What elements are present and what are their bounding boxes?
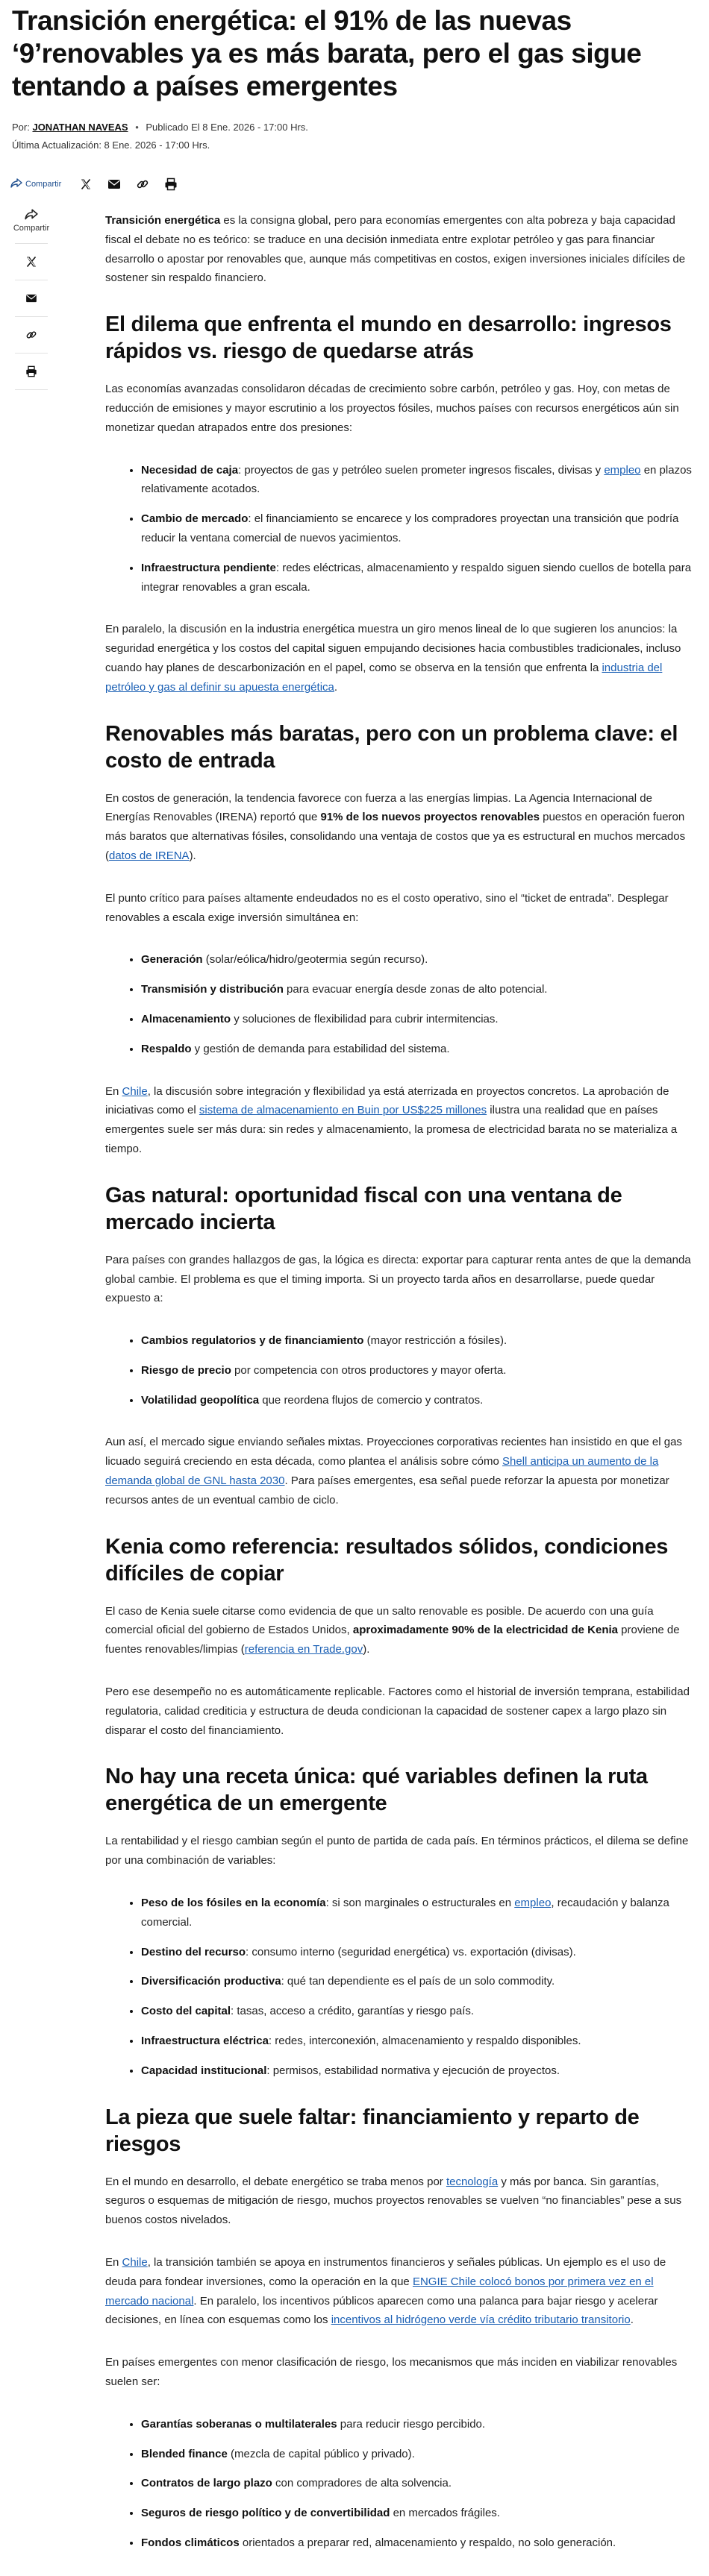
section-heading: No hay una receta única: qué variables definen la ruta energética de un emergente	[105, 1765, 648, 1816]
section-heading: Kenia como referencia: resultados sólidos, condiciones difíciles de copiar	[105, 1534, 669, 1586]
bullet-list	[105, 950, 697, 1058]
inline-link[interactable]: datos de IRENA	[109, 849, 190, 862]
inline-link[interactable]: Shell anticipa un aumento de la demanda global de GNL hasta 2030	[105, 1455, 659, 1488]
paragraph: El punto crítico para países altamente endeudados no es el costo operativo, sino el “ticket de entrada”. Desplegar renovables a escala exige inversión simultánea en:	[105, 891, 669, 924]
list-item: • Riesgo de precio por competencia con otros productores y mayor oferta.	[141, 1361, 697, 1380]
list-item: • Necesidad de caja: proyectos de gas y petróleo suelen prometer ingresos fiscales, divisas y empleo en plazos relativamente acotados.	[141, 461, 697, 500]
inline-link[interactable]: referencia en Trade.gov	[244, 1643, 363, 1656]
share-label: Compartir	[25, 180, 62, 189]
bullet-list	[105, 461, 697, 597]
paragraph: En países emergentes con menor clasificación de riesgo, los mecanismos que más inciden en viabilizar renovables suelen ser:	[105, 2356, 678, 2388]
inline-link[interactable]: Chile	[122, 2256, 148, 2269]
section-heading: Renovables más baratas, pero con un problema clave: el costo de entrada	[105, 721, 678, 773]
list-item: • Garantías soberanas o multilaterales para reducir riesgo percibido.	[141, 2415, 697, 2434]
paragraph: En el mundo en desarrollo, el debate energético se traba menos por tecnología y más por banca. Sin garantías, seguros o esquemas de mitigación de riesgo, muchos proyectos renovables se vuelven “no financiables” pese a sus buenos costos nivelados.	[105, 2175, 682, 2227]
separator-dot: •	[135, 122, 139, 133]
share-icon	[25, 209, 38, 221]
sticky-share-rail	[10, 209, 52, 390]
author-link[interactable]: JONATHAN NAVEAS	[32, 122, 128, 133]
inline-link[interactable]: tecnología	[446, 2175, 499, 2188]
inline-link[interactable]: incentivos al hidrógeno verde vía crédito tributario transitorio	[331, 2313, 631, 2327]
list-item: • Infraestructura pendiente: redes eléctricas, almacenamiento y respaldo siguen siendo cuellos de botella para integrar renovables a gran escala.	[141, 559, 697, 597]
list-item: • Volatilidad geopolítica que reordena flujos de comercio y contratos.	[141, 1391, 697, 1410]
list-item: • Blended finance (mezcla de capital público y privado).	[141, 2445, 697, 2464]
inline-link[interactable]: empleo	[604, 463, 641, 477]
mail-icon[interactable]	[106, 176, 122, 192]
inline-link[interactable]: Chile	[122, 1084, 148, 1098]
list-item: • Fondos climáticos orientados a preparar red, almacenamiento y respaldo, no solo generación.	[141, 2533, 697, 2553]
list-item: • Peso de los fósiles en la economía: si son marginales o estructurales en empleo, recaudación y balanza comercial.	[141, 1894, 697, 1932]
list-item: • Cambio de mercado: el financiamiento se encarece y los compradores proyectan una transición que podría reducir la ventana comercial de nuevos yacimientos.	[141, 509, 697, 548]
share-button[interactable]	[10, 178, 61, 191]
section-heading: El dilema que enfrenta el mundo en desarrollo: ingresos rápidos vs. riesgo de quedarse atrás	[105, 312, 672, 364]
list-item: • Cambios regulatorios y de financiamiento (mayor restricción a fósiles).	[141, 1331, 697, 1351]
updated-date: Última Actualización: 8 Ene. 2026 - 17:00 Hrs.	[12, 139, 210, 151]
inline-link[interactable]: industria del petróleo y gas al definir su apuesta energética	[105, 661, 663, 694]
list-item: • Capacidad institucional: permisos, estabilidad normativa y ejecución de proyectos.	[141, 2061, 697, 2081]
paragraph: En Chile, la discusión sobre integración y flexibilidad ya está aterrizada en proyectos concretos. La aprobación de iniciativas como el sistema de almacenamiento en Buin por US$225 millones ilustra una realidad que en países emergentes suele ser más dura: sin redes y almacenamiento, la promesa de electricidad barata no se materializa a tiempo.	[105, 1084, 678, 1155]
list-item: • Destino del recurso: consumo interno (seguridad energética) vs. exportación (divisas).	[141, 1943, 697, 1962]
list-item: • Infraestructura eléctrica: redes, interconexión, almacenamiento y respaldo disponibles.	[141, 2032, 697, 2051]
byline-label: Por:	[12, 122, 30, 133]
intro-lead: Transición energética	[105, 214, 221, 227]
inline-link[interactable]: ENGIE Chile colocó bonos por primera vez en el mercado nacional	[105, 2275, 654, 2308]
paragraph: Para países con grandes hallazgos de gas, la lógica es directa: exportar para capturar renta antes de que la demanda global cambie. El problema es que el timing importa. Si un proyecto tarda años en desarrollarse, puede quedar expuesto a:	[105, 1253, 691, 1305]
list-item: • Seguros de riesgo político y de convertibilidad en mercados frágiles.	[141, 2504, 697, 2523]
article-body	[105, 211, 697, 2576]
bullet-list	[105, 1331, 697, 1410]
x-icon[interactable]	[15, 244, 48, 280]
paragraph: El caso de Kenia suele citarse como evidencia de que un salto renovable es posible. De acuerdo con una guía comercial oficial del gobierno de Estados Unidos, aproximadamente 90% de la electricidad de Kenia proviene de fuentes renovables/limpias (referencia en Trade.gov).	[105, 1604, 680, 1656]
rail-share-button[interactable]	[15, 209, 48, 244]
print-icon[interactable]	[163, 176, 179, 192]
link-icon[interactable]	[15, 317, 48, 354]
paragraph: Las economías avanzadas consolidaron décadas de crecimiento sobre carbón, petróleo y gas. Hoy, con metas de reducción de emisiones y mayor escrutinio a los proyectos fósiles, muchos países con recursos energéticos aún sin monetizar quedan atrapados entre dos presiones:	[105, 383, 679, 434]
paragraph: Pero ese desempeño no es automáticamente replicable. Factores como el historial de inversión temprana, estabilidad regulatoria, calidad crediticia y estructura de deuda condicionan la capacidad de sostener capex a largo plazo sin disparar el costo del financiamiento.	[105, 1686, 690, 1737]
list-item: • Generación (solar/eólica/hidro/geotermia según recurso).	[141, 950, 697, 970]
byline	[12, 121, 308, 134]
print-icon[interactable]	[15, 354, 48, 390]
list-item: • Costo del capital: tasas, acceso a crédito, garantías y riesgo país.	[141, 2002, 697, 2021]
published-date: Publicado El 8 Ene. 2026 - 17:00 Hrs.	[146, 122, 308, 133]
list-item: • Almacenamiento y soluciones de flexibilidad para cubrir intermitencias.	[141, 1010, 697, 1029]
bullet-list	[105, 1894, 697, 2081]
section-heading: Gas natural: oportunidad fiscal con una ventana de mercado incierta	[105, 1183, 622, 1234]
intro-paragraph: Transición energética es la consigna global, pero para economías emergentes con alta pobreza y baja capacidad fiscal el debate no es teórico: se traduce en una decisión inmediata entre explotar petróleo y gas para financiar desarrollo o apostar por renovables que, aunque más competitivas en costos, exigen inversiones iniciales difíciles de sostener sin respaldo financiero.	[105, 214, 686, 285]
share-bar	[10, 175, 191, 194]
list-item: • Respaldo y gestión de demanda para estabilidad del sistema.	[141, 1040, 697, 1059]
paragraph: Aun así, el mercado sigue enviando señales mixtas. Proyecciones corporativas recientes han insistido en que el gas licuado seguirá creciendo en esta década, como plantea el análisis sobre cómo Shell anticipa un aumento de la demanda global de GNL hasta 2030. Para países emergentes, esa señal puede reforzar la apuesta por monetizar recursos antes de un eventual cambio de ciclo.	[105, 1436, 682, 1507]
share-icon	[10, 178, 22, 191]
paragraph: En Chile, la transición también se apoya en instrumentos financieros y señales públicas. Un ejemplo es el uso de deuda para fondear inversiones, como la operación en la que ENGIE Chile colocó bonos por primera vez en el mercado nacional. En paralelo, los incentivos públicos aparecen como una palanca para bajar riesgo y acelerar decisiones, en línea con esquemas como los incentivos al hidrógeno verde vía crédito tributario transitorio.	[105, 2256, 666, 2327]
paragraph: En paralelo, la discusión en la industria energética muestra un giro menos lineal de lo que sugieren los anuncios: la seguridad energética y los costos del capital siguen empujando decisiones hacia combustibles tradicionales, incluso cuando hay planes de descarbonización en el papel, como se observa en la tensión que enfrenta la industria del petróleo y gas al definir su apuesta energética.	[105, 623, 681, 694]
section-heading: La pieza que suele faltar: financiamiento y reparto de riesgos	[105, 2105, 640, 2156]
x-icon[interactable]	[78, 176, 94, 192]
page-title: Transición energética: el 91% de las nuevas ‘9’renovables ya es más barata, pero el gas sigue tentando a países emergentes	[12, 5, 642, 101]
link-icon[interactable]	[134, 176, 151, 192]
inline-link[interactable]: sistema de almacenamiento en Buin por US$225 millones	[199, 1104, 487, 1117]
rail-share-label: Compartir	[13, 224, 50, 233]
bullet-list	[105, 2415, 697, 2553]
list-item: • Diversificación productiva: qué tan dependiente es el país de un solo commodity.	[141, 1972, 697, 1991]
paragraph: En costos de generación, la tendencia favorece con fuerza a las energías limpias. La Agencia Internacional de Energías Renovables (IRENA) reportó que 91% de los nuevos proyectos renovables puestos en operación fueron más baratos que alternativas fósiles, consolidando una ventaja de costos que ya es estructural en muchos mercados (datos de IRENA).	[105, 791, 686, 862]
list-item: • Contratos de largo plazo con compradores de alta solvencia.	[141, 2474, 697, 2493]
paragraph: La rentabilidad y el riesgo cambian según el punto de partida de cada país. En términos prácticos, el dilema se define por una combinación de variables:	[105, 1835, 689, 1867]
list-item: • Transmisión y distribución para evacuar energía desde zonas de alto potencial.	[141, 980, 697, 999]
inline-link[interactable]: empleo	[514, 1897, 552, 1910]
mail-icon[interactable]	[15, 280, 48, 317]
